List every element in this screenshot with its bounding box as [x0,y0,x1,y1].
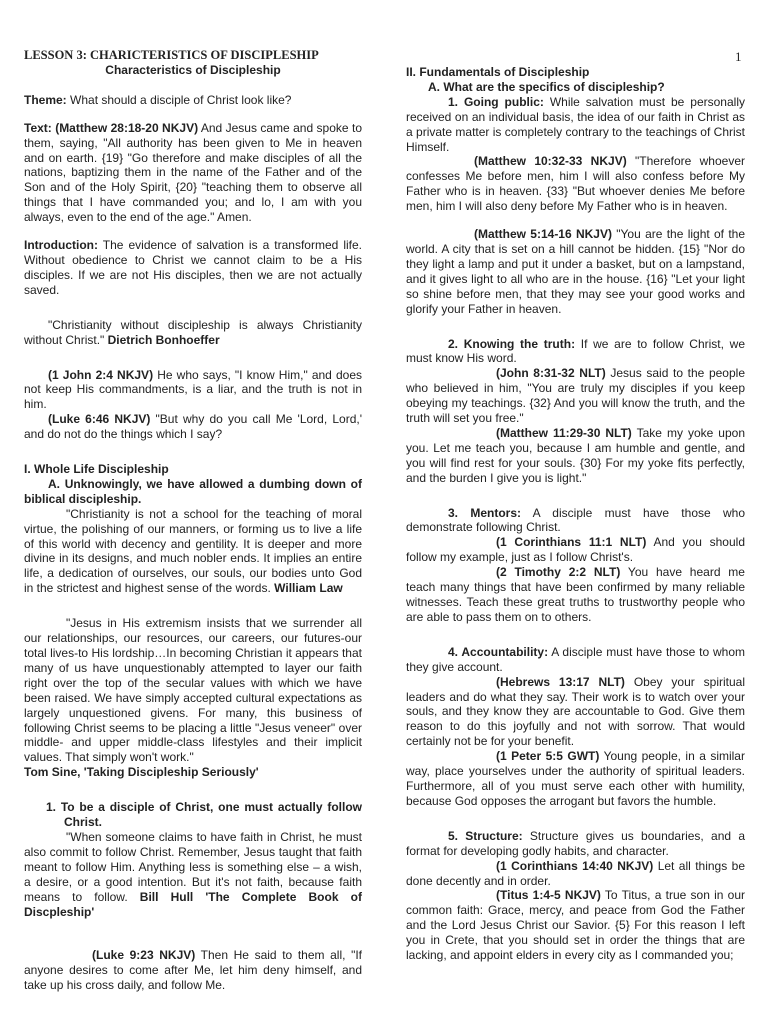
point-structure [406,829,745,859]
scripture-reference: (Matthew 5:14-16 NKJV) [474,227,612,242]
quote-bill-hull [24,830,362,919]
scripture-matthew-10-32 [406,154,745,214]
scripture-reference: (Hebrews 13:17 NLT) [496,674,625,689]
scripture-hebrews-13-17 [406,675,745,750]
point-knowing-truth [406,337,745,367]
subsection-heading-specifics: A. What are the specifics of discipleship? [428,79,665,94]
scripture-1-corinthians-14-40 [406,859,745,889]
scripture-1-corinthians-11-1 [406,535,745,565]
scripture-1-peter-5-5 [406,749,745,809]
scripture-text: Then He said to them all, "If anyone desires to come after Me, let him deny himself, and take up his cross daily, and follow Me. [24,948,363,993]
scripture-matthew-11-29 [406,426,745,486]
right-column [406,65,745,963]
section-heading-fundamentals: II. Fundamentals of Discipleship [406,65,590,79]
introduction-label: Introduction: [24,238,98,253]
theme-label: Theme: [24,92,67,107]
point-mentors [406,506,745,536]
point-label: 1. Going public: [448,94,544,109]
point-accountability [406,645,745,675]
scripture-luke-6-46 [24,412,362,442]
lesson-subtitle: Characteristics of Discipleship [105,62,281,77]
scripture-reference: (Titus 1:4-5 NKJV) [496,888,601,903]
scripture-reference: (John 8:31-32 NLT) [496,366,606,381]
quote-william-law [24,507,362,596]
scripture-text: To Titus, a true son in our common faith: Grace, mercy, and peace from God the Father and the Lord Jesus Christ our Savior. {5} For this reason I left you in Crete, that you should set in order the things that are lacking, and appoint elders in every city as I commanded you; [406,888,745,963]
scripture-text: Take my yoke upon you. Let me teach you, because I am humble and gentle, and you will find rest for your souls. {30} For my yoke fits perfectly, and the burden I give you is light." [406,425,745,485]
quote-author: William Law [274,581,343,596]
theme-text: What should a disciple of Christ look like? [66,92,292,107]
scripture-titus-1-4 [406,888,745,963]
quote-tom-sine-author: Tom Sine, 'Taking Discipleship Seriously' [24,765,259,780]
scripture-reference: (Luke 9:23 NKJV) [92,948,196,963]
scripture-reference: (1 John 2:4 NKJV) [48,367,154,382]
scripture-2-timothy-2-2 [406,565,745,625]
point-label: 5. Structure: [448,828,523,843]
quote-author: Bill Hull 'The Complete Book of Discpleship' [24,889,362,919]
scripture-john-8-31 [406,366,745,426]
page-number: 1 [735,49,742,64]
scripture-text: You have heard me teach many things that have been confirmed by many reliable witnesses. Teach these great truths to trustworthy people who are able to pass them on to others. [406,565,745,624]
scripture-text: He who says, "I know Him," and does not keep His commandments, is a liar, and the truth is not in him. [24,367,362,412]
scripture-text: Jesus said to the people who believed in him, "You are truly my disciples if you keep obeying my teachings. {32} And you will know the truth, and the truth will set you free." [406,366,745,426]
text-label: Text: (Matthew 28:18-20 NKJV) [24,120,199,135]
point-body: If we are to follow Christ, we must know His word. [406,336,746,366]
scripture-reference: (Matthew 10:32-33 NKJV) [474,154,627,169]
scripture-luke-9-23 [24,948,362,993]
scripture-text: Young people, in a similar way, place yourselves under the authority of spiritual leaders. Furthermore, all of you must serve each other with humility, because God opposes the arrogant but favors the humble. [406,749,745,808]
section-heading-whole-life: I. Whole Life Discipleship [24,462,169,477]
point-label: 2. Knowing the truth: [448,336,576,351]
scripture-reference: (Luke 6:46 NKJV) [48,412,151,427]
scripture-reference: (1 Peter 5:5 GWT) [496,749,600,764]
scripture-text: Obey your spiritual leaders and do what they say. Their work is to watch over your souls, and they know they are accountable to God. Give them reason to do this joyfully and not with sorrow. That would certainly not be for your benefit. [406,674,745,749]
scripture-reference: (Matthew 11:29-30 NLT) [496,425,632,440]
point-heading-follow-christ: 1. To be a disciple of Christ, one must actually follow Christ. [46,800,362,830]
scripture-reference: (1 Corinthians 14:40 NKJV) [496,858,654,873]
quote-text: "When someone claims to have faith in Christ, he must also commit to follow Christ. Remember, Jesus taught that faith meant to follow Him. Anything less is something else – a wish, a desire, or a good intention. But it's not faith, because faith means to follow. [24,829,362,904]
scripture-matthew-5-14 [406,227,745,316]
point-body: A disciple must have those who demonstrate following Christ. [406,505,745,535]
left-column [24,48,362,993]
scripture-text: "But why do you call Me 'Lord, Lord,' and do not do the things which I say? [24,412,362,442]
text-body: And Jesus came and spoke to them, saying, "All authority has been given to Me in heaven and on earth. {19} "Go therefore and make disciples of all the nations, baptizing them in the name of the Father and of the Son and of the Holy Spirit, {20} "teaching them to observe all things that I have commanded you; and lo, I am with you always, even to the end of the age." Amen. [24,120,363,225]
scripture-1-john-2-4 [24,368,362,413]
scripture-reference: (2 Timothy 2:2 NLT) [496,565,621,580]
point-body: While salvation must be personally received on an individual basis, the idea of our faith in Christ as a private matter is completely contrary to the teachings of Christ Himself. [406,94,745,154]
scripture-text: Let all things be done decently and in order. [406,858,745,888]
point-body: Structure gives us boundaries, and a format for developing godly habits, and character. [406,828,745,858]
lesson-title: LESSON 3: CHARICTERISTICS OF DISCIPLESHIP [24,48,319,62]
quote-text: "Christianity without discipleship is always Christianity without Christ." [24,317,362,347]
point-label: 3. Mentors: [448,505,521,520]
subsection-heading-a: A. Unknowingly, we have allowed a dumbing down of biblical discipleship. [24,476,362,506]
point-body: A disciple must have those to whom they give account. [406,644,745,674]
scripture-text: And you should follow my example, just as I follow Christ's. [406,535,745,565]
point-label: 4. Accountability: [448,644,549,659]
quote-author: Dietrich Bonhoeffer [107,332,220,347]
theme-paragraph [24,93,362,108]
scripture-text: "You are the light of the world. A city that is set on a hill cannot be hidden. {15} "Nor do they light a lamp and put it under a basket, but on a lampstand, and it gives light to all who are in the house. {16} "Let your light so shine before men, that they may see your good works and glorify your Father in heaven. [406,227,745,316]
quote-bonhoeffer [24,318,362,348]
quote-text: "Christianity is not a school for the teaching of moral virtue, the polishing of our manners, or forming us to live a life of this world with decency and gentility. It is deeper and more divine in its designs, and much nobler ends. It implies an entire life, a dedication of ourselves, our souls, our bodies unto God in the strictest and highest sense of the words. [24,506,362,596]
introduction-paragraph [24,238,362,298]
text-paragraph [24,121,362,225]
scripture-reference: (1 Corinthians 11:1 NLT) [496,535,647,550]
quote-tom-sine-text: "Jesus in His extremism insists that we surrender all our relationships, our resources, our careers, our futures-our total lives-to His lordship…In becoming Christian it appears that many of us have unquestionably attempted to layer our faith right over the top of the secular values with which we have been raised. We have simply accepted cultural expectations as largely unquestioned givens. For many, this business of following Christ seems to be placing a little "Jesus veneer" over middle- and upper middle-class lifestyles and their implicit values. That simply won't work." [24,616,362,765]
introduction-body: The evidence of salvation is a transformed life. Without obedience to Christ we cannot claim to be a His disciples. If we are not His disciples, then we are not actually saved. [24,238,362,297]
scripture-text: "Therefore whoever confesses Me before men, him I will also confess before My Father who is in heaven. {33} "But whoever denies Me before men, him I will also deny before My Father who is in heaven. [406,154,745,214]
point-going-public [406,95,745,155]
